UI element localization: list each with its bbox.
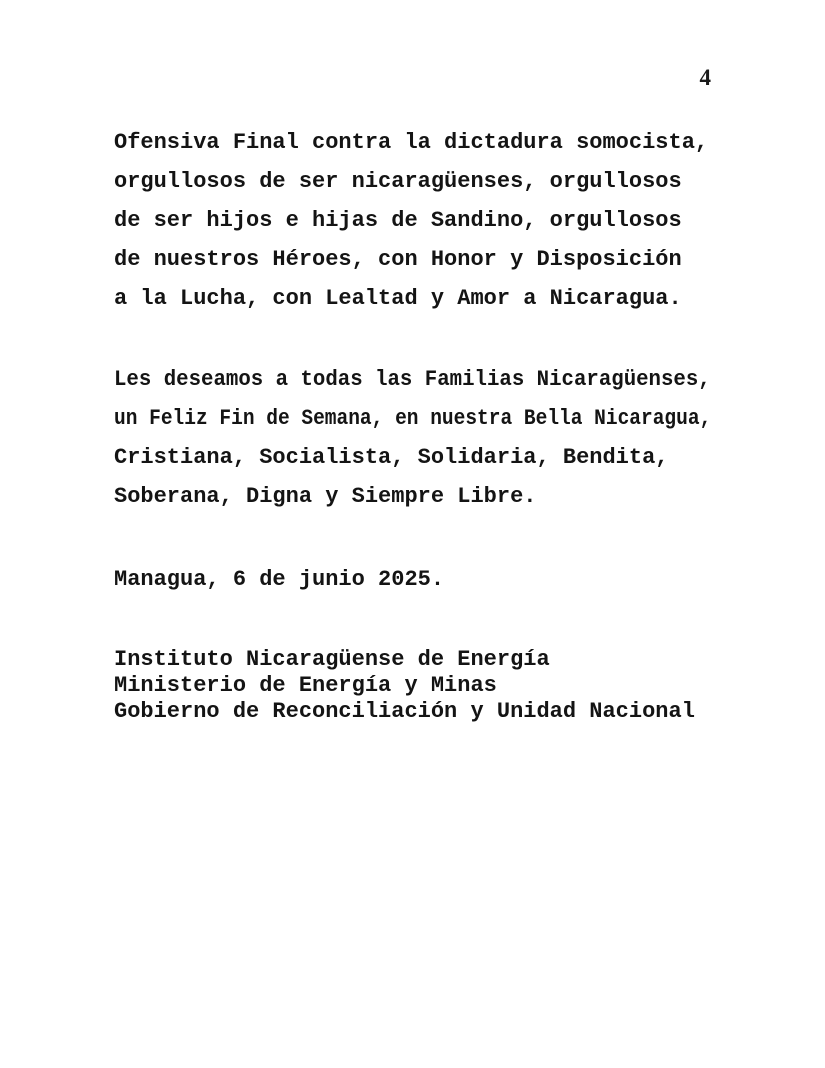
paragraph-line: Les deseamos a todas las Familias Nicaragüenses, [114, 367, 711, 392]
paragraph-line: de nuestros Héroes, con Honor y Disposición [114, 247, 682, 272]
body-paragraph-1 [114, 123, 711, 318]
signature-line-institute: Instituto Nicaragüense de Energía [114, 647, 550, 672]
page-number: 4 [699, 65, 711, 90]
paragraph-line: de ser hijos e hijas de Sandino, orgullosos [114, 208, 682, 233]
body-paragraph-2 [114, 360, 711, 516]
paragraph-line: orgullosos de ser nicaragüenses, orgullosos [114, 169, 682, 194]
paragraph-line: a la Lucha, con Lealtad y Amor a Nicaragua. [114, 286, 682, 311]
signature-line-ministry: Ministerio de Energía y Minas [114, 673, 497, 698]
date-line: Managua, 6 de junio 2025. [114, 567, 445, 592]
signature-block [114, 647, 711, 725]
paragraph-line: un Feliz Fin de Semana, en nuestra Bella Nicaragua, [114, 406, 712, 431]
paragraph-line: Soberana, Digna y Siempre Libre. [114, 484, 537, 509]
paragraph-line: Cristiana, Socialista, Solidaria, Bendita, [114, 445, 669, 470]
date-line-block [114, 560, 711, 599]
paragraph-line: Ofensiva Final contra la dictadura somocista, [114, 130, 709, 155]
signature-line-government: Gobierno de Reconciliación y Unidad Nacional [114, 699, 695, 724]
